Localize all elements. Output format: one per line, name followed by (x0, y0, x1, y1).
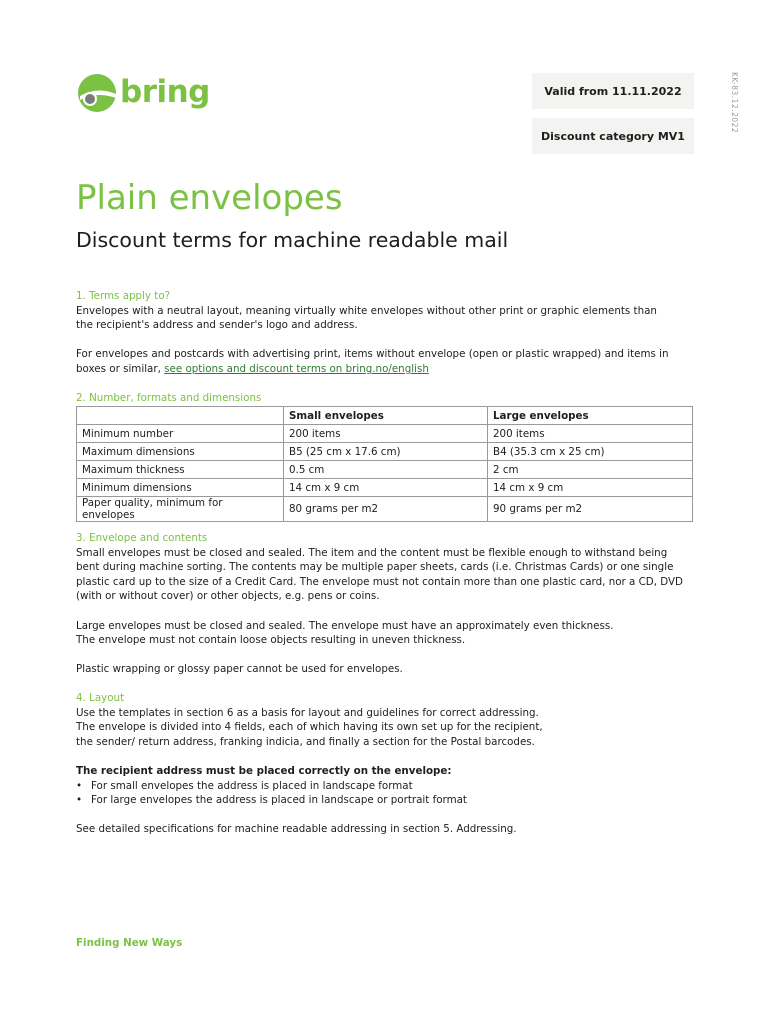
column-header: Large envelopes (488, 407, 693, 425)
table-cell: B5 (25 cm x 17.6 cm) (284, 443, 488, 461)
section-paragraph: Small envelopes must be closed and sealed. The item and the content must be flexible enough to withstand being bent during machine sorting. The contents may be multiple paper sheets, cards (i.e. Christmas Cards) or one single plastic card up to the size of a Credit Card. The envelope must not contain more than one plastic card, nor a CD, DVD (with or without cover) or other objects, e.g. pens or coins. (76, 546, 683, 603)
section-dimensions-heading (76, 391, 696, 406)
dimensions-table (76, 406, 693, 522)
discount-category-badge: Discount category MV1 (532, 118, 694, 154)
section-paragraph: The envelope must not contain loose objects resulting in uneven thickness. (76, 634, 466, 647)
bring-logo (76, 70, 210, 118)
logo-wordmark: bring (120, 74, 210, 110)
section-terms (76, 289, 696, 377)
section-paragraph: See detailed specifications for machine readable addressing in section 5. Addressing. (76, 823, 517, 836)
column-header (77, 407, 284, 425)
column-header: Small envelopes (284, 407, 488, 425)
section-paragraph: Plastic wrapping or glossy paper cannot be used for envelopes. (76, 663, 403, 676)
section-paragraph: Envelopes with a neutral layout, meaning virtually white envelopes without other print or graphic elements than the recipient's address and sender's logo and address. (76, 304, 657, 332)
bullet-icon: • (76, 794, 83, 807)
section-paragraph: Large envelopes must be closed and sealed. The envelope must have an approximately even thickness. (76, 619, 614, 632)
section-heading: 2. Number, formats and dimensions (76, 392, 262, 404)
table-cell: 2 cm (488, 461, 693, 479)
section-layout (76, 691, 696, 837)
table-row (77, 497, 693, 522)
table-cell: 14 cm x 9 cm (488, 479, 693, 497)
document-code: KK-83.12.2022 (730, 72, 739, 134)
bullet-icon: • (76, 779, 83, 792)
table-cell: B4 (35.3 cm x 25 cm) (488, 443, 693, 461)
bring-logo-mark-icon (76, 72, 118, 114)
table-cell: Maximum dimensions (77, 443, 284, 461)
table-row (77, 461, 693, 479)
table-header-row (77, 407, 693, 425)
table-cell: 200 items (284, 425, 488, 443)
table-cell: 0.5 cm (284, 461, 488, 479)
section-line: The envelope is divided into 4 fields, each of which having its own set up for the recipient, (76, 721, 543, 734)
list-item (76, 779, 696, 794)
footer-slogan: Finding New Ways (76, 937, 183, 949)
page-title: Plain envelopes (76, 178, 343, 218)
table-cell: Minimum number (77, 425, 284, 443)
list-item-text: For small envelopes the address is placed in landscape format (91, 779, 413, 792)
table-cell: Paper quality, minimum for envelopes (77, 497, 284, 522)
section-heading: 4. Layout (76, 692, 125, 704)
options-link[interactable]: see options and discount terms on bring.no/english (164, 362, 429, 375)
section-envelope-contents (76, 531, 696, 677)
list-item-text: For large envelopes the address is placed in landscape or portrait format (91, 794, 467, 807)
table-cell: Minimum dimensions (77, 479, 284, 497)
valid-from-badge: Valid from 11.11.2022 (532, 73, 694, 109)
section-line: Use the templates in section 6 as a basis for layout and guidelines for correct addressing. (76, 706, 539, 719)
recipient-address-heading: The recipient address must be placed correctly on the envelope: (76, 764, 452, 777)
table-cell: 200 items (488, 425, 693, 443)
table-row (77, 425, 693, 443)
section-line: the sender/ return address, franking indicia, and finally a section for the Postal barcodes. (76, 735, 535, 748)
table-cell: 90 grams per m2 (488, 497, 693, 522)
list-item (76, 793, 696, 808)
table-cell: 80 grams per m2 (284, 497, 488, 522)
section-heading: 1. Terms apply to? (76, 290, 171, 302)
table-row (77, 443, 693, 461)
section-paragraph (76, 347, 676, 376)
paragraph-text: For envelopes and postcards with advertising print, items without envelope (open or plastic wrapped) and items in boxes or similar, (76, 348, 669, 375)
table-row (77, 479, 693, 497)
table-cell: Maximum thickness (77, 461, 284, 479)
table-cell: 14 cm x 9 cm (284, 479, 488, 497)
section-heading: 3. Envelope and contents (76, 532, 208, 544)
page-subtitle: Discount terms for machine readable mail (76, 228, 509, 252)
